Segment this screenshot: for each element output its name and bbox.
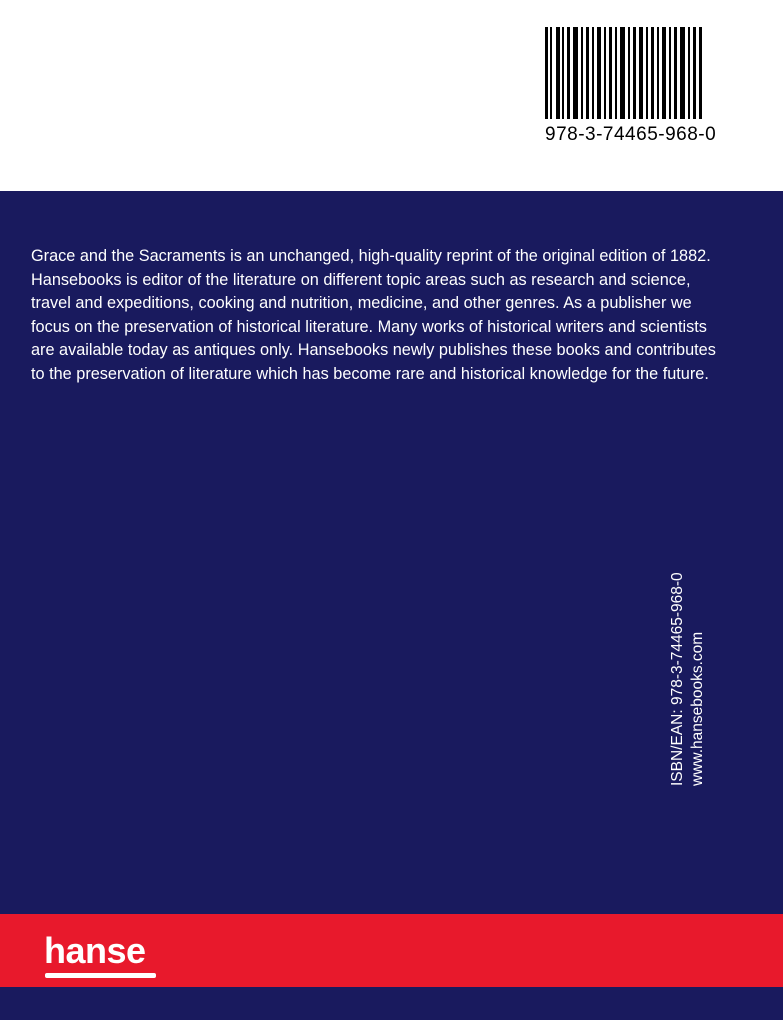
spine-website-text: www.hansebooks.com — [689, 631, 706, 786]
barcode-block — [545, 27, 717, 146]
description-paragraph-2: Hansebooks is editor of the literature on different topic areas such as research and science, travel and expeditions, cooking and nutrition, medicine, and other genres. As a publisher we focus on the preservation of historical literature. Many works of historical writers and scientists are available today as antiques only. Hansebooks newly publishes these books and contributes to the preservation of literature which has become rare and historical knowledge for the future. — [31, 270, 716, 383]
navy-panel — [0, 191, 783, 914]
bottom-navy-strip — [0, 987, 783, 1020]
publisher-logo-underline — [45, 973, 156, 978]
barcode-icon — [545, 27, 705, 119]
spine-info — [669, 526, 726, 786]
barcode-area — [0, 0, 783, 191]
publisher-logo: hanse — [44, 930, 146, 971]
back-cover-description — [31, 245, 716, 386]
isbn-barcode-number: 978-3-74465-968-0 — [545, 124, 717, 145]
description-paragraph-1: Grace and the Sacraments is an unchanged, high-quality reprint of the original edition of 1882. — [31, 247, 711, 265]
spine-isbn-text: ISBN/EAN: 978-3-74465-968-0 — [669, 572, 686, 786]
publisher-footer-bar — [0, 914, 783, 987]
